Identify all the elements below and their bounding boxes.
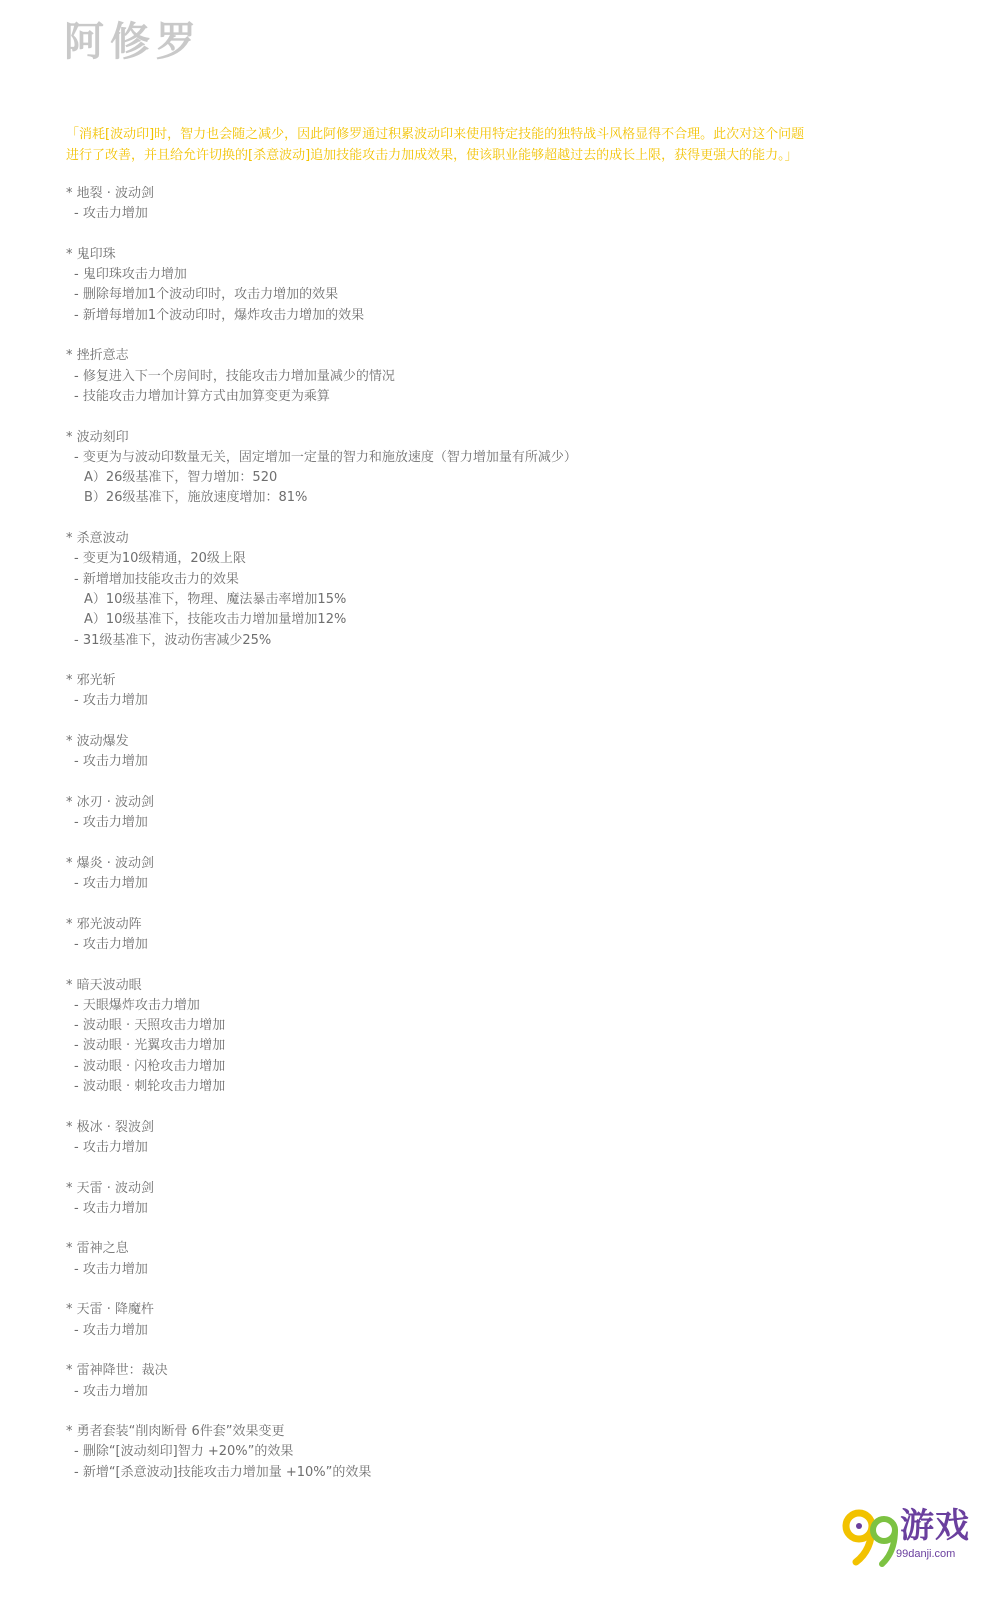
skill-change-item: - 修复进入下一个房间时，技能攻击力增加量减少的情况 xyxy=(74,368,395,384)
skill-name: * 暗天波动眼 xyxy=(66,977,142,993)
skill-name: * 邪光斩 xyxy=(66,673,116,689)
skill-name: * 极冰 · 裂波剑 xyxy=(66,1119,155,1135)
skill-change-item: - 攻击力增加 xyxy=(74,1322,148,1338)
skill-block xyxy=(66,346,966,407)
skill-change-item: - 删除每增加1个波动印时，攻击力增加的效果 xyxy=(74,287,339,303)
skill-block xyxy=(66,184,966,225)
skill-change-item: - 变更为与波动印数量无关，固定增加一定量的智力和施放速度（智力增加量有所减少） xyxy=(74,449,577,465)
skill-change-item: - 攻击力增加 xyxy=(74,693,148,709)
skill-name: * 雷神降世：裁决 xyxy=(66,1363,168,1379)
skill-change-item: - 攻击力增加 xyxy=(74,1383,148,1399)
skill-change-item: - 新增每增加1个波动印时，爆炸攻击力增加的效果 xyxy=(74,307,365,323)
skill-change-item: - 波动眼 · 闪枪攻击力增加 xyxy=(74,1058,226,1074)
skill-change-item: - 攻击力增加 xyxy=(74,1139,148,1155)
skill-name: * 邪光波动阵 xyxy=(66,916,142,932)
skill-block xyxy=(66,1179,966,1220)
skill-name: * 雷神之息 xyxy=(66,1241,129,1257)
skill-sub-detail: A）10级基准下，物理、魔法暴击率增加15% xyxy=(84,591,347,607)
skill-block xyxy=(66,428,966,509)
intro-quote xyxy=(66,124,946,166)
skill-name: * 鬼印珠 xyxy=(66,246,116,262)
skill-change-item: - 天眼爆炸攻击力增加 xyxy=(74,997,200,1013)
skill-block xyxy=(66,915,966,956)
skill-change-item: - 波动眼 · 光翼攻击力增加 xyxy=(74,1038,226,1054)
skill-sub-detail: A）10级基准下，技能攻击力增加量增加12% xyxy=(84,612,347,628)
skill-change-item: - 新增“[杀意波动]技能攻击力增加量 +10%”的效果 xyxy=(74,1464,372,1480)
page-title: 阿修罗 xyxy=(64,19,202,65)
skill-block xyxy=(66,245,966,326)
skill-block xyxy=(66,854,966,895)
skill-block xyxy=(66,732,966,773)
intro-line-2: 进行了改善，并且给允许切换的[杀意波动]追加技能攻击力加成效果，使该职业能够超越过去的成长上限，获得更强大的能力。」 xyxy=(66,148,798,163)
skill-change-item: - 攻击力增加 xyxy=(74,206,148,222)
skill-changes-list xyxy=(66,184,966,1503)
skill-block xyxy=(66,1361,966,1402)
skill-change-item: - 变更为10级精通，20级上限 xyxy=(74,551,246,567)
watermark-domain: 99danji.com xyxy=(896,1548,956,1560)
skill-block xyxy=(66,1422,966,1483)
skill-change-item: - 删除“[波动刻印]智力 +20%”的效果 xyxy=(74,1444,294,1460)
skill-change-item: - 鬼印珠攻击力增加 xyxy=(74,267,187,283)
skill-block xyxy=(66,529,966,651)
99-logo-icon xyxy=(842,1502,902,1572)
skill-name: * 天雷 · 降魔杵 xyxy=(66,1302,155,1318)
skill-sub-detail: B）26级基准下，施放速度增加：81% xyxy=(84,490,308,506)
skill-name: * 地裂 · 波动剑 xyxy=(66,186,155,201)
skill-block xyxy=(66,976,966,1098)
skill-name: * 杀意波动 xyxy=(66,531,129,547)
skill-change-item: - 攻击力增加 xyxy=(74,1261,148,1277)
skill-change-item: - 攻击力增加 xyxy=(74,1200,148,1216)
skill-block xyxy=(66,793,966,834)
skill-change-item: - 攻击力增加 xyxy=(74,815,148,831)
watermark-brand: 游戏 xyxy=(900,1506,970,1546)
skill-change-item: - 波动眼 · 刺轮攻击力增加 xyxy=(74,1079,226,1095)
skill-block xyxy=(66,671,966,712)
skill-change-item: - 波动眼 · 天照攻击力增加 xyxy=(74,1018,226,1034)
skill-name: * 挫折意志 xyxy=(66,348,129,364)
skill-name: * 爆炎 · 波动剑 xyxy=(66,855,155,871)
skill-change-item: - 31级基准下，波动伤害减少25% xyxy=(74,632,272,648)
skill-name: * 波动爆发 xyxy=(66,734,129,750)
skill-block xyxy=(66,1118,966,1159)
skill-name: * 波动刻印 xyxy=(66,429,129,445)
skill-change-item: - 新增增加技能攻击力的效果 xyxy=(74,571,239,587)
watermark-logo xyxy=(842,1502,972,1592)
intro-line-1: 「消耗[波动印]时，智力也会随之减少，因此阿修罗通过积累波动印来使用特定技能的独特战斗风格显得不合理。此次对这个问题 xyxy=(66,127,805,142)
skill-block xyxy=(66,1239,966,1280)
skill-change-item: - 攻击力增加 xyxy=(74,754,148,770)
skill-block xyxy=(66,1300,966,1341)
skill-change-item: - 攻击力增加 xyxy=(74,876,148,892)
skill-change-item: - 技能攻击力增加计算方式由加算变更为乘算 xyxy=(74,388,330,404)
skill-name: * 冰刃 · 波动剑 xyxy=(66,794,155,810)
skill-name: * 勇者套装“削肉断骨 6件套”效果变更 xyxy=(66,1424,285,1440)
skill-name: * 天雷 · 波动剑 xyxy=(66,1180,155,1196)
skill-change-item: - 攻击力增加 xyxy=(74,936,148,952)
skill-sub-detail: A）26级基准下，智力增加：520 xyxy=(84,470,278,486)
